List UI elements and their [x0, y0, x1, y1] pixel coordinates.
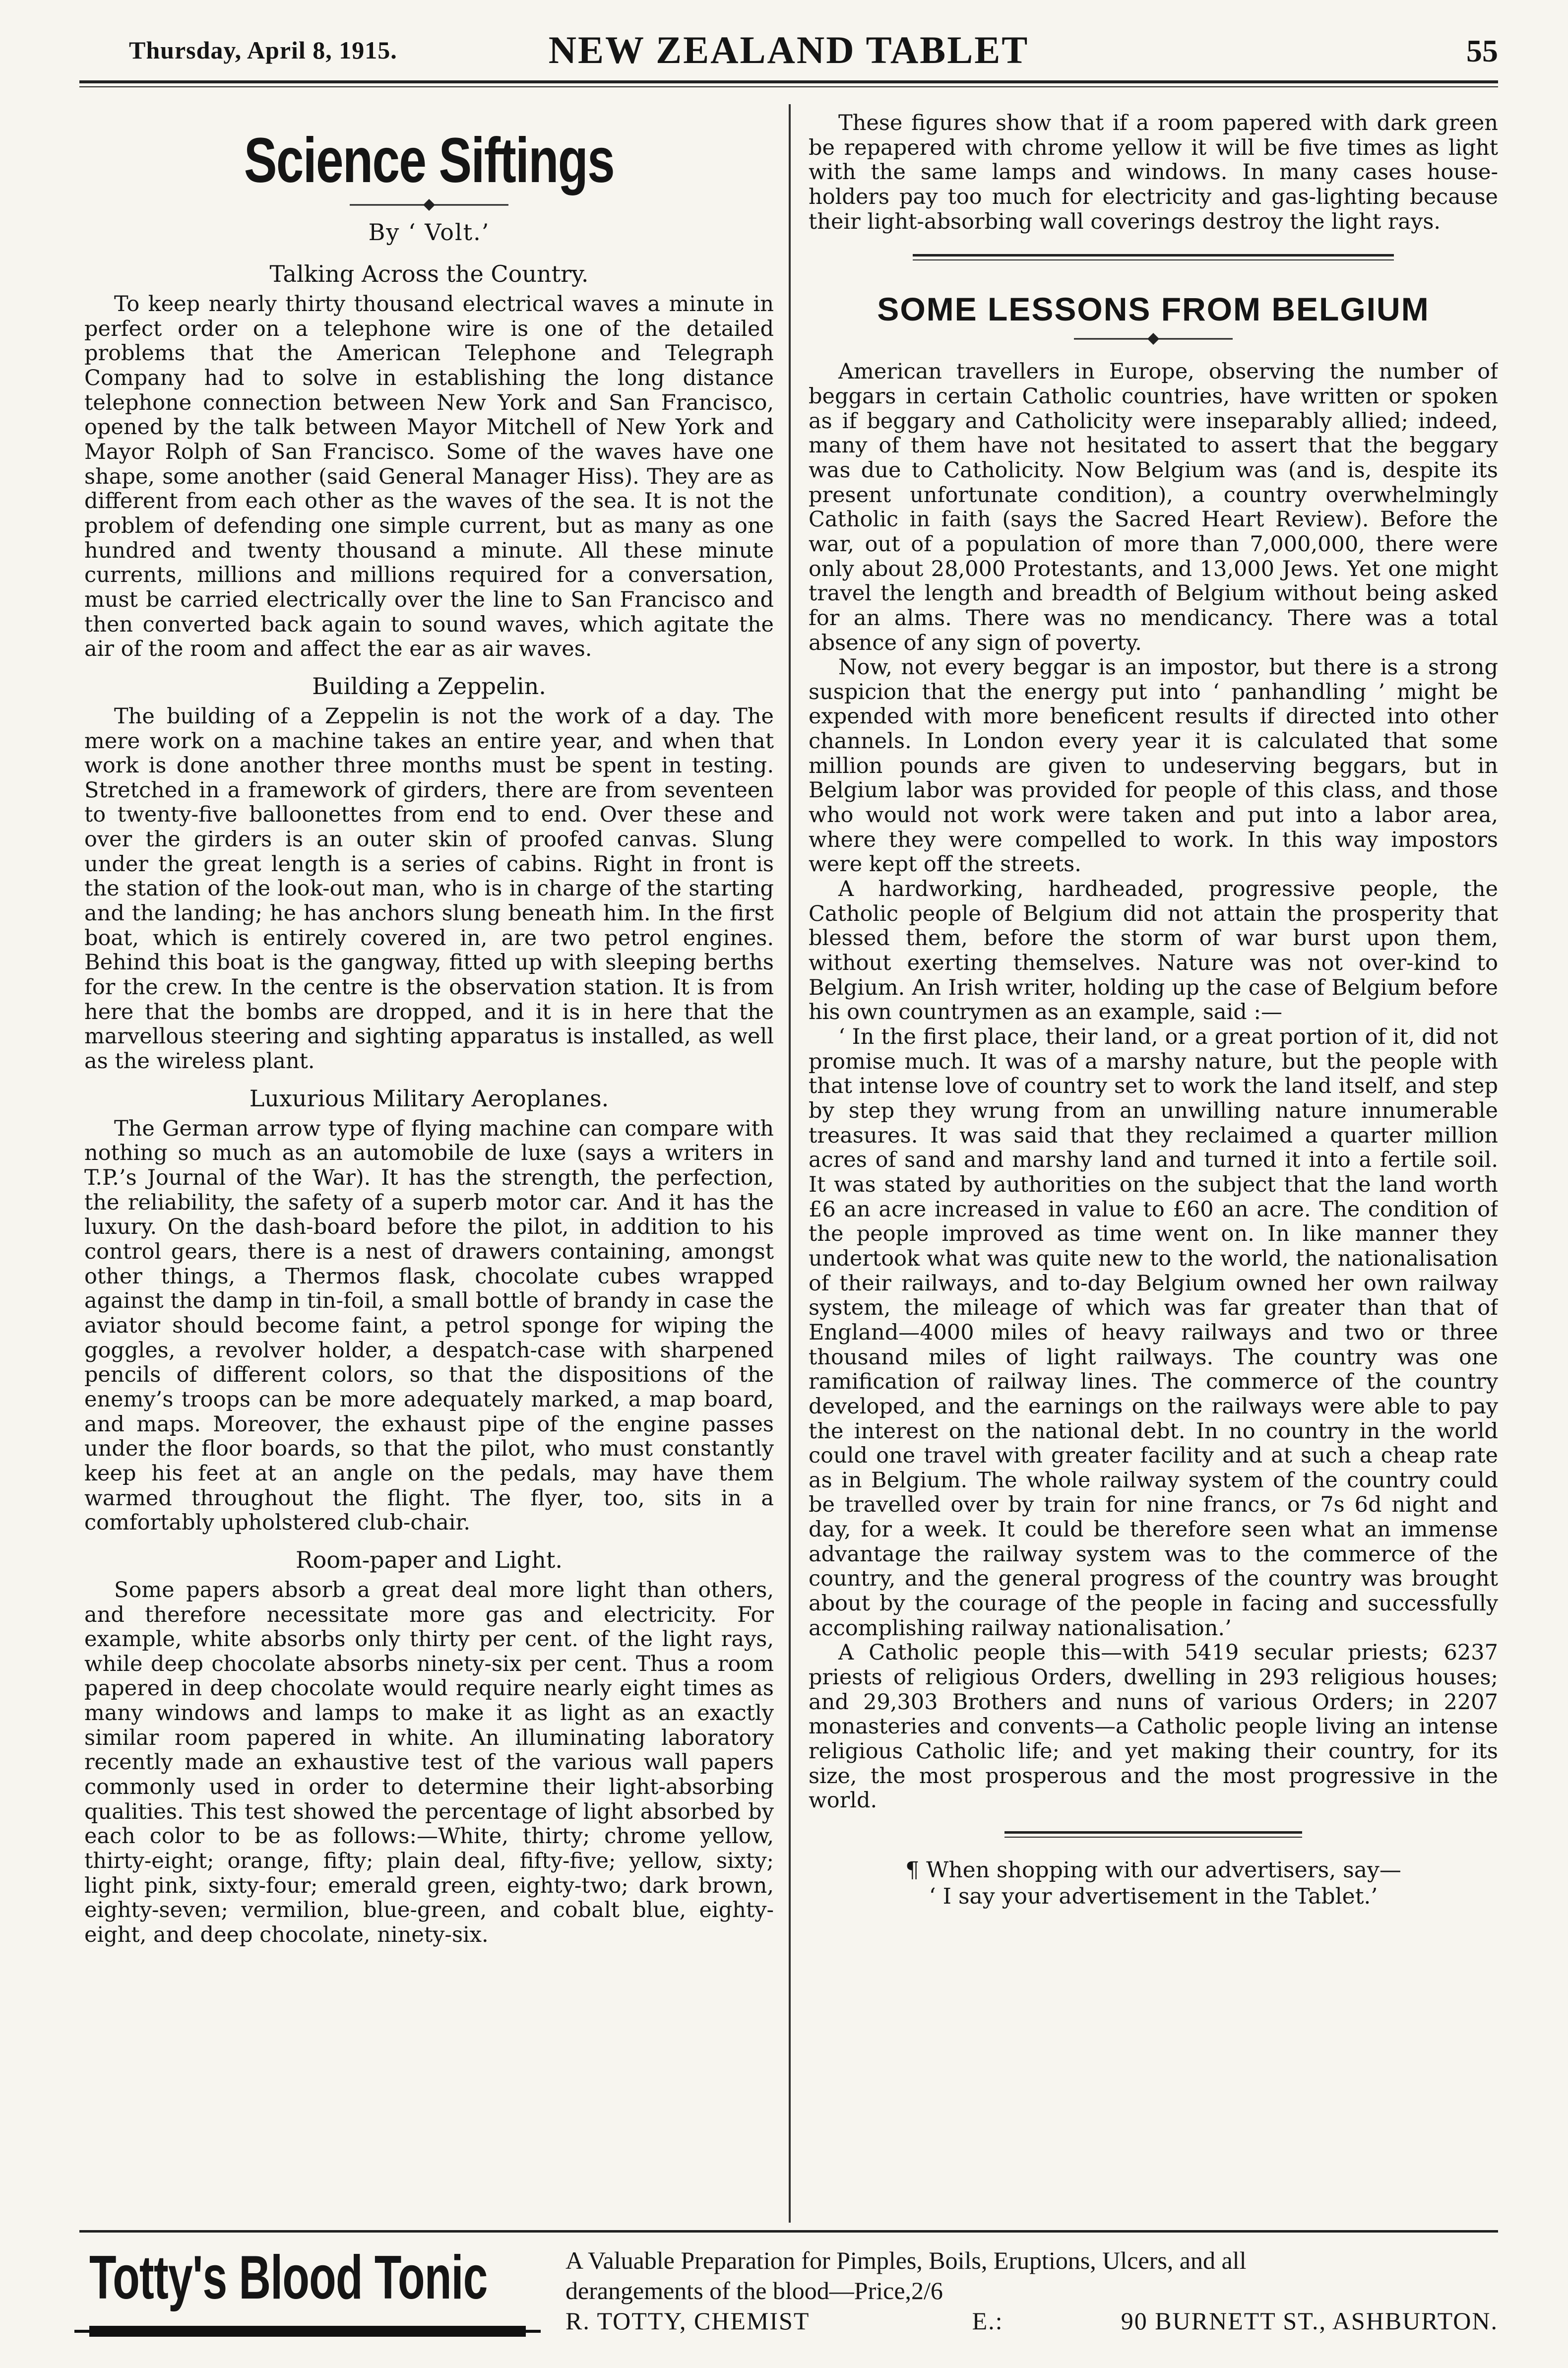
byline: By ‘ Volt.’	[368, 219, 490, 246]
science-column	[84, 104, 774, 2225]
advert-text	[565, 2245, 1498, 2336]
advert-mark: E.:	[972, 2307, 1004, 2335]
newspaper-page	[79, 25, 1498, 2347]
section-heading: Talking Across the Country.	[269, 260, 589, 287]
article-paragraph: The building of a Zeppelin is not the work of a day. The mere work on a machine takes an entire year, and when that work is done another three months must be spent in testing. Stretched in a framework of girders, there are from seventeen to twenty-five balloonettes from end to end. Over these and over the girders is an outer skin of proofed canvas. Slung under the great length is a series of cabins. Right in front is the station of the look-out man, who is in charge of the starting and the landing; he has anchors slung beneath him. In the first boat, which is entirely covered in, are two petrol engines. Behind this boat is the gangway, fitted up with sleeping berths for the crew. In the centre is the observation station. It is from here that the bombs are dropped, and it is in here that the marvellous steering and sighting apparatus is installed, as well as the wireless plant.	[84, 704, 774, 1074]
advert-chemist: R. TOTTY, CHEMIST	[565, 2307, 810, 2335]
advert-product-name: Totty's Blood Tonic	[89, 2243, 488, 2312]
section-rule	[913, 254, 1394, 260]
header-rule	[79, 80, 1498, 83]
header-rule-thin	[79, 86, 1498, 87]
advert	[79, 2242, 1498, 2347]
advert-underline-bar	[89, 2326, 526, 2337]
article-paragraph: To keep nearly thirty thousand electrical waves a minute in perfect order on a telephone wire is one of the detailed problems that the American Telephone and Telegraph Company had to solve in establishing the long distance telephone connection between New York and San Francisco, opened by the talk between Mayor Mitchell of New York and Mayor Rolph of San Francisco. Some of the waves have one shape, some another (said General Manager Hiss). They are as different from each other as the waves of the sea. It is not the problem of defending one simple current, but as many as one hundred and twenty thousand a minute. All these minute currents, millions and millions required for a conversation, must be carried electrically over the line to San Francisco and then converted back again to sound waves, which agitate the air of the room and affect the ear as air waves.	[84, 292, 774, 662]
advert-address-line	[565, 2306, 1498, 2336]
advert-line: A Valuable Preparation for Pimples, Boils, Eruptions, Ulcers, and all	[565, 2246, 1247, 2274]
running-header	[79, 25, 1498, 79]
page-number: 55	[1466, 33, 1498, 68]
advert-rule	[79, 2230, 1498, 2233]
ornament-divider-icon	[350, 199, 508, 211]
quoted-paragraph: ‘ In the first place, their land, or a great portion of it, did not promise much. It was of a marshy nature, but the people with that intense love of country set to work the land itself, and step by step they wrung from an unwilling nature innumerable treasures. It was said that they reclaimed a quarter million acres of sand and marshy land and turned it into a fertile soil. It was stated by authorities on the subject that the land worth £6 an acre increased in value to £60 an acre. The condition of the people improved as time went on. In like manner they undertook what was quite new to the world, the nationalisation of their railways, and to-day Belgium owned her own railway system, the mileage of which was far greater than that of England—4000 miles of heavy railways and two or three thousand miles of light railways. The country was one ramification of railway lines. The commerce of the country developed, and the earnings on the railways were able to pay the interest on the national debt. In no country in the world could one travel with greater facility and at such a cheap rate as in Belgium. The whole railway system of the country could be travelled over by train for nine francs, or 7s 6d night and day, for a week. It could be therefore seen what an immense advantage the railway system was to the commerce of the country, and the general progress of the country was brought about by the courage of the people in facing and successfully accomplishing railway nationalisation.’	[809, 1024, 1498, 1641]
section-heading: Luxurious Military Aeroplanes.	[249, 1085, 609, 1112]
belgium-title: SOME LESSONS FROM BELGIUM	[877, 291, 1430, 328]
science-continuation: These figures show that if a room papered with dark green be repapered with chrome yellow it will be five times as light with the same lamps and windows. In many cases house-holders pay too much for electricity and gas-lighting because their light-absorbing wall coverings destroy the light rays.	[809, 111, 1498, 234]
science-title: Science Siftings	[244, 125, 615, 196]
masthead-title: NEW ZEALAND TABLET	[548, 28, 1029, 71]
column-divider	[789, 104, 791, 2223]
article-paragraph: Some papers absorb a great deal more light than others, and therefore necessitate more gas and electricity. For example, white absorbs only thirty per cent. of the light rays, while deep chocolate absorbs ninety-six per cent. Thus a room papered in deep chocolate would require nearly eight times as many windows and lamps to make it as light as an exactly similar room papered in white. An illuminating laboratory recently made an exhaustive test of the various wall papers commonly used in order to determine their light-absorbing qualities. This test showed the percentage of light absorbed by each color to be as follows:—White, thirty; chrome yellow, thirty-eight; orange, fifty; plain deal, fifty-five; yellow, sixty; light pink, sixty-four; emerald green, eighty-two; dark brown, eighty-seven; vermilion, blue-green, and cobalt blue, eighty-eight, and deep chocolate, ninety-six.	[84, 1577, 774, 1948]
advert-line: derangements of the blood—Price,2/6	[565, 2277, 943, 2304]
shop-note-line: ‘ I say your advertisement in the Tablet.’	[929, 1883, 1378, 1909]
article-paragraph: The German arrow type of flying machine can compare with nothing so much as an automobile de luxe (says a writers in T.P.’s Journal of the War). It has the strength, the perfection, the reliability, the safety of a superb motor car. And it has the luxury. On the dash-board before the pilot, in addition to his control gears, there is a nest of drawers containing, amongst other things, a Thermos flask, chocolate cubes wrapped against the damp in tin-foil, a small bottle of brandy in case the aviator should become faint, a petrol sponge for wiping the goggles, a revolver holder, a despatch-case with sharpened pencils of different colors, so that the dispositions of the enemy’s troops can be more adequately marked, a map board, and maps. Moreover, the exhaust pipe of the engine passes under the floor boards, so that the pilot, who must constantly keep his feet at an angle on the pedals, may have them warmed throughout the flight. The flyer, too, sits in a comfortably upholstered club-chair.	[84, 1116, 774, 1536]
issue-date: Thursday, April 8, 1915.	[129, 36, 397, 64]
section-heading: Room-paper and Light.	[296, 1546, 563, 1573]
article-paragraph: American travellers in Europe, observing the number of beggars in certain Catholic countries, have written or spoken as if beggary and Catholicity were inseparably allied; indeed, many of them have not hesitated to assert that the beggary was due to Catholicity. Now Belgium was (and is, despite its present unfortunate condition), a country overwhelmingly Catholic in faith (says the Sacred Heart Review). Before the war, out of a population of more than 7,000,000, there were only about 28,000 Protestants, and 13,000 Jews. Yet one might travel the length and breadth of Belgium without being asked for an alms. There was no mendicancy. There was a total absence of any sign of poverty.	[809, 359, 1498, 655]
ornament-divider-icon	[1074, 333, 1233, 345]
section-rule	[1004, 1831, 1302, 1838]
article-paragraph: A Catholic people this—with 5419 secular priests; 6237 priests of religious Orders, dwelling in 293 religious houses; and 29,303 Brothers and nuns of various Orders; in 2207 monasteries and convents—a Catholic people living an intense religious Catholic life; and yet making their country, for its size, the most prosperous and the most progressive in the world.	[809, 1640, 1498, 1813]
article-paragraph: A hardworking, hardheaded, progressive people, the Catholic people of Belgium did not attain the prosperity that blessed them, before the storm of war burst upon them, without exerting themselves. Nature was not over-kind to Belgium. An Irish writer, holding up the case of Belgium before his own countrymen as an example, said :—	[809, 877, 1498, 1025]
section-heading: Building a Zeppelin.	[312, 672, 546, 700]
right-column	[809, 104, 1498, 2225]
shop-note	[809, 1857, 1498, 1910]
shop-note-line: ¶ When shopping with our advertisers, say—	[905, 1857, 1401, 1883]
article-paragraph: Now, not every beggar is an impostor, but there is a strong suspicion that the energy put into ‘ panhandling ’ might be expended with more beneficent results if directed into other channels. In London every year it is calculated that some million pounds are given to undeserving beggars, but in Belgium labor was provided for people of this class, and those who would not work were taken and put into a labor area, where they were compelled to work. In this way impostors were kept off the streets.	[809, 655, 1498, 877]
advert-address: 90 BURNETT ST., ASHBURTON.	[1121, 2307, 1498, 2335]
